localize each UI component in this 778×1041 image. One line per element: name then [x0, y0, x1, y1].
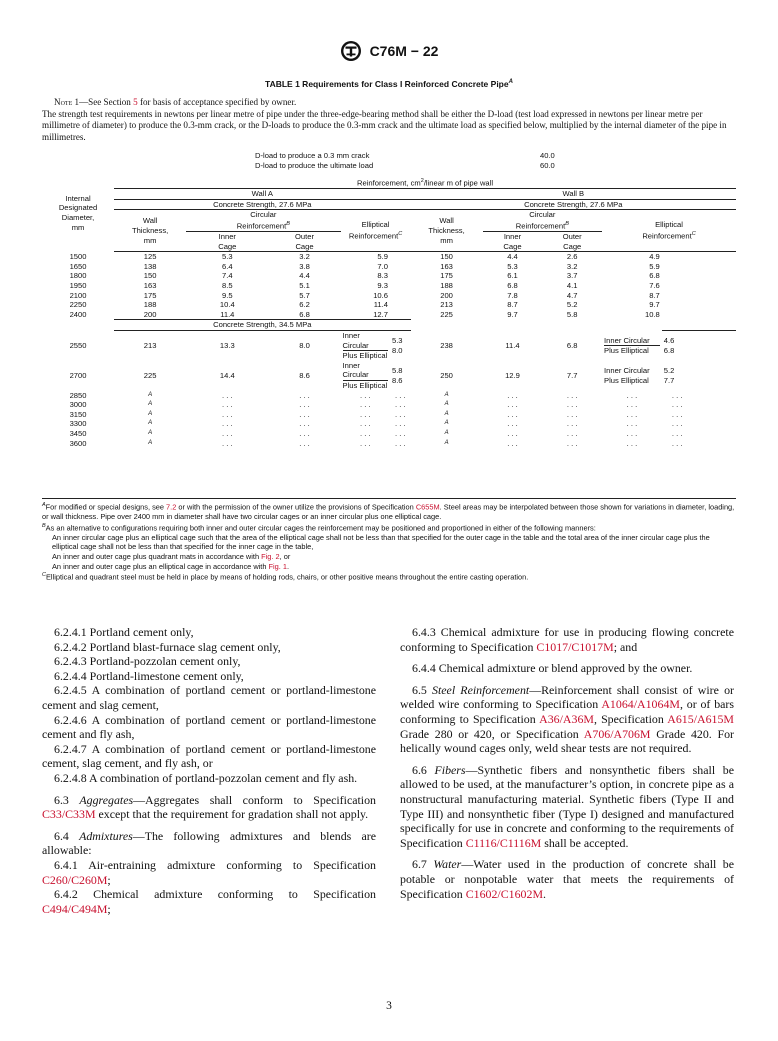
table-cell: 10.4: [219, 300, 235, 310]
strength-34-header: Concrete Strength, 34.5 MPa: [114, 320, 410, 331]
table-cell: 5.3: [507, 261, 518, 271]
dload-row: D-load to produce a 0.3 mm crack 40.0: [255, 151, 555, 160]
table-cell: [693, 262, 736, 272]
table-cell: 175: [143, 290, 157, 300]
table-cell: . . .: [626, 428, 638, 438]
circular-a-header: Circular Reinforcement$^B$: [186, 210, 340, 232]
ref-link[interactable]: A706/A706M: [583, 726, 651, 741]
table-cell: 1800: [69, 271, 87, 281]
table-row: [42, 419, 736, 429]
table-row: [42, 439, 736, 449]
table-row: [42, 361, 736, 391]
table-row: [42, 310, 736, 320]
table-cell: . . .: [566, 419, 578, 429]
table-cell: . . .: [299, 428, 310, 438]
table-cell: A: [444, 420, 449, 427]
table-cell: 3600: [69, 438, 87, 448]
table-cell: . . .: [626, 409, 638, 419]
wall-a-header: Wall A: [114, 189, 410, 200]
wall-thickness-a-header: Wall Thickness, mm: [114, 210, 186, 252]
ref-link[interactable]: C260/C260M: [42, 872, 108, 887]
table-cell: 1950: [69, 281, 87, 290]
table-row: [42, 429, 736, 439]
table-cell: . . .: [299, 400, 310, 410]
ref-link[interactable]: C33/C33M: [42, 807, 96, 822]
ref-link[interactable]: A615/A615M: [667, 711, 734, 726]
table-cell: 8.7: [507, 300, 518, 310]
table-cell: . . .: [671, 400, 683, 410]
table-cell: . . .: [671, 438, 683, 448]
table-cell: 1500: [69, 252, 87, 262]
table-cell: [662, 262, 693, 272]
elliptical-b-header: Elliptical Reinforcement$^C$: [602, 210, 736, 252]
table-row: [42, 410, 736, 420]
outer-cage-a-header: Outer Cage: [268, 232, 340, 252]
ref-link[interactable]: Fig. 1: [268, 561, 287, 571]
table-cell: 8.0: [299, 341, 310, 351]
table-cell: 6.8: [507, 281, 518, 290]
table-cell: 5.8 8.6: [391, 366, 403, 385]
ref-link[interactable]: C1602/C1602M: [465, 886, 544, 901]
table-cell: 10.8: [644, 310, 660, 320]
table-cell: 8.7: [649, 290, 660, 300]
table-cell: A: [148, 420, 153, 427]
table-cell: 150: [440, 252, 453, 262]
table-cell: 7.7: [566, 370, 578, 380]
ref-link[interactable]: A36/A36M: [539, 711, 594, 726]
table-cell: 163: [143, 281, 157, 290]
table-cell: [662, 291, 693, 301]
table-cell: . . .: [359, 428, 371, 438]
table-cell: [693, 310, 736, 320]
table-row: [42, 281, 736, 291]
elliptical-a-header: Elliptical Reinforcement$^C$: [341, 210, 411, 252]
table-cell: 200: [440, 290, 453, 300]
table-cell: 3450: [69, 428, 87, 438]
table-cell: 225: [440, 310, 453, 320]
table-cell: 125: [143, 252, 157, 262]
table-cell: . . .: [299, 419, 310, 429]
table-cell: 2400: [69, 310, 87, 320]
table-cell: . . .: [507, 390, 518, 400]
table-row: [42, 271, 736, 281]
ref-link[interactable]: C655M: [415, 502, 440, 512]
table-cell: 2100: [69, 290, 87, 300]
table-cell: 4.6 6.8: [663, 336, 675, 355]
table-cell: . . .: [222, 409, 233, 419]
table-cell: 11.4: [505, 340, 520, 350]
ref-link[interactable]: A1064/A1064M: [601, 697, 680, 712]
table-cell: [693, 271, 736, 281]
table-cell: 7.4: [222, 271, 233, 281]
table-cell: A: [148, 410, 153, 417]
table-cell: Inner Circular Plus Elliptical: [342, 330, 388, 361]
table-cell: [662, 300, 693, 310]
ref-link[interactable]: 7.2: [166, 502, 177, 512]
table-cell: . . .: [299, 390, 310, 400]
table-cell: . . .: [566, 400, 578, 410]
table-cell: 9.7: [507, 310, 518, 320]
table-cell: . . .: [507, 438, 518, 448]
wall-thickness-b-header: Wall Thickness, mm: [411, 210, 483, 252]
table-cell: [390, 262, 411, 272]
table-cell: [390, 271, 411, 281]
page-header: [0, 40, 778, 62]
table-cell: 2550: [69, 340, 87, 350]
table-cell: 250: [440, 370, 453, 380]
table-cell: 5.3: [222, 252, 233, 262]
table-cell: . . .: [359, 390, 371, 400]
table-cell: A: [444, 429, 449, 436]
table-cell: . . .: [299, 409, 310, 419]
table-cell: 12.9: [505, 370, 520, 380]
table-cell: . . .: [671, 390, 683, 400]
table-row: [42, 262, 736, 272]
table-cell: [390, 300, 411, 310]
table-cell: 4.7: [566, 290, 578, 300]
table-cell: [693, 291, 736, 301]
table-cell: [693, 252, 736, 262]
table-cell: 6.4: [222, 261, 233, 271]
table-cell: 150: [143, 271, 157, 281]
table-cell: 11.4: [220, 309, 235, 319]
table-cell: 6.8: [566, 340, 578, 350]
section-link[interactable]: 5: [133, 97, 138, 107]
table-cell: . . .: [626, 419, 638, 429]
table-cell: 5.1: [299, 281, 310, 290]
table-cell: 5.2: [566, 300, 578, 310]
table-cell: 188: [440, 281, 453, 290]
table-cell: 2850: [69, 390, 87, 400]
table-cell: . . .: [359, 438, 371, 448]
table-cell: [693, 410, 736, 420]
table-cell: 10.6: [373, 290, 388, 300]
table-cell: 3150: [69, 409, 87, 419]
table-cell: 4.4: [299, 271, 310, 281]
table-cell: [693, 391, 736, 401]
table-cell: 138: [143, 261, 157, 271]
table-cell: [390, 252, 411, 262]
table-row: [42, 391, 736, 401]
table-cell: 6.2: [299, 300, 310, 310]
table-cell: A: [148, 429, 153, 436]
table-cell: . . .: [394, 409, 406, 419]
table-cell: 1650: [69, 261, 87, 271]
wall-b-header: Wall B: [411, 189, 736, 200]
table-cell: 5.9: [377, 252, 388, 262]
table-cell: . . .: [359, 419, 371, 429]
table-cell: . . .: [507, 428, 518, 438]
table-cell: . . .: [626, 400, 638, 410]
dload-row: D-load to produce the ultimate load 60.0: [255, 161, 555, 170]
ref-link[interactable]: C1116/C1116M: [465, 835, 542, 850]
table-cell: 4.1: [566, 281, 578, 290]
outer-cage-b-header: Outer Cage: [542, 232, 602, 252]
circular-b-header: Circular Reinforcement$^B$: [483, 210, 602, 232]
footnote-c: $^C$Elliptical and quadrant steel must be held in place by means of holding rods, chairs, or other positive means throughout the entire casting operation.: [42, 572, 529, 582]
table-cell: . . .: [299, 438, 310, 448]
dload-list: [255, 151, 555, 171]
table-cell: 188: [143, 300, 157, 310]
inner-cage-a-header: Inner Cage: [186, 232, 268, 252]
internal-diameter-header: Internal Designated Diameter, mm: [58, 193, 98, 232]
table-cell: . . .: [222, 428, 233, 438]
table-cell: 2.6: [566, 252, 578, 262]
table-cell: . . .: [507, 419, 518, 429]
table-cell: . . .: [359, 409, 371, 419]
table-cell: 8.5: [222, 281, 233, 290]
table-cell: . . .: [394, 400, 406, 410]
table-cell: Inner Circular Plus Elliptical: [602, 330, 662, 360]
table-cell: 7.6: [649, 281, 660, 290]
table-cell: 8.6: [299, 370, 310, 380]
table-cell: 5.7: [299, 290, 310, 300]
table-cell: [390, 310, 411, 320]
table-cell: 5.8: [566, 310, 578, 320]
table-cell: 163: [440, 261, 453, 271]
footnote-a: $^A$For modified or special designs, see 7.2 or with the permission of the owner utilize the provisions of Specification C655M. Steel areas may be interpolated between those shown for variations in diameter, loading, or wall thickness. Pipe over 2400 mm in diameter shall have two circular cages or an inner circular plus one elliptical cage.: [42, 502, 735, 522]
table-cell: . . .: [566, 409, 578, 419]
table-cell: 225: [143, 370, 157, 380]
table-cell: 7.0: [377, 261, 388, 271]
table-cell: [662, 281, 693, 291]
table-cell: [693, 330, 736, 360]
table-cell: A: [444, 391, 449, 398]
table-cell: . . .: [359, 400, 371, 410]
table-cell: 3.8: [299, 261, 310, 271]
table-cell: 7.8: [507, 290, 518, 300]
table-cell: 11.4: [373, 300, 388, 310]
table-cell: . . .: [671, 409, 683, 419]
table-cell: [662, 271, 693, 281]
table-cell: . . .: [671, 428, 683, 438]
table-cell: [390, 281, 411, 291]
footnote-b: $^B$As an alternative to configurations requiring both inner and outer circular cages the reinforcement may be positioned and proportioned in either of the following manners:: [42, 522, 596, 533]
standard-code: C76M − 22: [369, 43, 439, 59]
table-cell: 6.8: [299, 309, 310, 319]
left-column: 6.2.4.1 Portland cement only, 6.2.4.2 Portland blast-furnace slag cement only, 6.2.4.3 Portland-pozzolan cement only, 6.2.4.4 Portland-limestone cement only, 6.2.4.5 A combination of portland cement or portland-limestone cement and slag cement, 6.2.4.6 A combination of portland cement or portland-limestone cement and fly ash, 6.2.4.7 A combination of portland cement or portland-limestone cement, slag cement, and fly ash, or 6.2.4.8 A combination of portland-pozzolan cement and fly ash. 6.3 Aggregates—Aggregates shall conform to Specification C33/C33M except that the requirement for gradation shall not apply. 6.4 Admixtures—The following admixtures and blends are allowable: 6.4.1 Air-entraining admixture conforming to Specification C260/C260M; 6.4.2 Chemical admixture conforming to Specification C494/C494M;: [42, 625, 376, 916]
right-column: 6.4.3 Chemical admixture for use in producing flowing concrete conforming to Specification C1017/C1017M; and 6.4.4 Chemical admixture or blend approved by the owner. 6.5 Steel Reinforcement—Reinforcement shall consist of wire or welded wire conforming to Specification A1064/A1064M, or of bars conforming to Specification A36/A36M, Specification A615/A615M Grade 280 or 420, or Specification A706/A706M Grade 420. For helically wound cages only, weld shear tests are not required. 6.6 Fibers—Synthetic fibers and nonsynthetic fibers shall be allowed to be used, at the manufacturer’s option, in concrete pipe as a nonstructural manufacturing material. Synthetic fibers (Type II and Type III) and nonsynthetic fiber (Type I) designed and manufactured specifically for use in concrete and conforming to the requirements of Specification C1116/C1116M shall be accepted. 6.7 Water—Water used in the production of concrete shall be potable or nonpotable water that meets the requirements of Specification C1602/C1602M.: [400, 625, 734, 901]
table-title: TABLE 1 Requirements for Class I Reinforced Concrete Pipe$^A$: [265, 79, 513, 89]
table-cell: . . .: [507, 409, 518, 419]
table-cell: . . .: [566, 390, 578, 400]
table-cell: . . .: [222, 419, 233, 429]
table-cell: A: [444, 401, 449, 408]
table-cell: 5.9: [649, 261, 660, 271]
table-cell: . . .: [222, 400, 233, 410]
page-number: 3: [386, 1000, 392, 1012]
table-cell: 6.1: [507, 271, 518, 281]
table-cell: [693, 400, 736, 410]
table-cell: [693, 361, 736, 391]
inner-cage-b-header: Inner Cage: [483, 232, 543, 252]
table-cell: [693, 419, 736, 429]
table-row: [42, 330, 736, 360]
requirements-table: [42, 177, 736, 448]
table-cell: [662, 252, 693, 262]
table-cell: . . .: [394, 419, 406, 429]
table-cell: 3.2: [566, 261, 578, 271]
table-cell: 2700: [69, 370, 87, 380]
strength-b-header: Concrete Strength, 27.6 MPa: [411, 199, 736, 210]
table-cell: 3.2: [299, 252, 310, 262]
table-cell: 4.4: [507, 252, 518, 262]
table-note: Note 1—See Section 5 for basis of acceptance specified by owner. The strength test requirements in newtons per linear metre of pipe under the three-edge-bearing method shall be either the D-load (test load expressed in newtons per linear metre per millimetre of diameter) to produce the 0.3-mm crack, or the D-loads to produce the 0.3-mm crack and the ultimate load as specified below, multiplied by the internal diameter of the pipe in millimetres.: [42, 97, 727, 142]
table-row: [42, 291, 736, 301]
table-cell: . . .: [394, 390, 406, 400]
table-row: [42, 252, 736, 262]
table-cell: . . .: [222, 390, 233, 400]
table-cell: A: [148, 401, 153, 408]
table-cell: A: [444, 439, 449, 446]
table-cell: 12.7: [373, 309, 388, 319]
table-cell: Inner Circular Plus Elliptical: [342, 360, 388, 390]
table-cell: 6.8: [649, 271, 660, 281]
table-cell: 9.5: [222, 290, 233, 300]
table-cell: [693, 429, 736, 439]
table-cell: 213: [440, 300, 453, 310]
table-footnotes: $^A$For modified or special designs, see 7.2 or with the permission of the owner utilize the provisions of Specification C655M. Steel areas may be interpolated between those shown for variations in diameter, loading, or wall thickness. Pipe over 2400 mm in diameter shall have two circular cages or an inner circular plus one elliptical cage. $^B$As an alternative to configurations requiring both inner and outer circular cages the reinforcement may be positioned and proportioned in either of the following manners: An inner circular cage plus an elliptical cage such that the area of the elliptical cage shall not be less than that specified for the outer cage in the table and the total area of the inner circular cage plus the elliptical cage shall not be less than that specified for the inner cage in the table, An inner and outer cage plus quadrant mats in accordance with Fig. 2, or An inner and outer cage plus an elliptical cage in accordance with Fig. 1. $^C$Elliptical and quadrant steel must be held in place by means of holding rods, chairs, or other positive means throughout the entire casting operation.: [42, 498, 736, 582]
table-cell: 5.2 7.7: [663, 366, 675, 385]
table-row: [42, 400, 736, 410]
table-cell: . . .: [566, 428, 578, 438]
table-cell: [693, 300, 736, 310]
table-cell: 200: [143, 309, 157, 319]
table-cell: 4.9: [649, 252, 660, 262]
ref-link[interactable]: C1017/C1017M: [536, 639, 614, 654]
table-cell: . . .: [394, 438, 406, 448]
table-cell: 9.7: [649, 300, 660, 310]
table-cell: 8.3: [377, 271, 388, 281]
table-cell: . . .: [671, 419, 683, 429]
table-cell: [693, 439, 736, 449]
table-cell: 3.7: [566, 271, 578, 281]
table-cell: . . .: [394, 428, 406, 438]
table-cell: 175: [440, 271, 453, 281]
table-cell: A: [148, 391, 153, 398]
table-cell: 9.3: [377, 281, 388, 290]
ref-link[interactable]: Fig. 2: [261, 551, 280, 561]
table-cell: 13.3: [219, 341, 235, 351]
table-cell: 5.3 8.0: [391, 336, 403, 355]
table-cell: A: [444, 410, 449, 417]
strength-a-header: Concrete Strength, 27.6 MPa: [114, 199, 410, 210]
table-cell: 14.4: [219, 370, 235, 380]
table-cell: A: [148, 439, 153, 446]
table-cell: 238: [440, 340, 453, 350]
table-cell: . . .: [566, 438, 578, 448]
table-cell: [693, 281, 736, 291]
table-cell: 213: [143, 341, 157, 351]
table-cell: . . .: [626, 438, 638, 448]
table-cell: . . .: [222, 438, 233, 448]
reinforcement-header: Reinforcement, $cm^2$/linear m of pipe wall: [114, 177, 736, 189]
table-cell: . . .: [626, 390, 638, 400]
astm-logo-icon: [340, 40, 362, 62]
table-row: [42, 300, 736, 310]
table-cell: [390, 291, 411, 301]
ref-link[interactable]: C494/C494M: [42, 901, 108, 916]
table-cell: Inner Circular Plus Elliptical: [604, 366, 650, 385]
table-cell: . . .: [507, 400, 518, 410]
table-cell: [662, 310, 693, 320]
table-cell: 2250: [69, 300, 87, 310]
table-cell: 3300: [69, 419, 87, 429]
table-cell: 3000: [69, 400, 87, 410]
